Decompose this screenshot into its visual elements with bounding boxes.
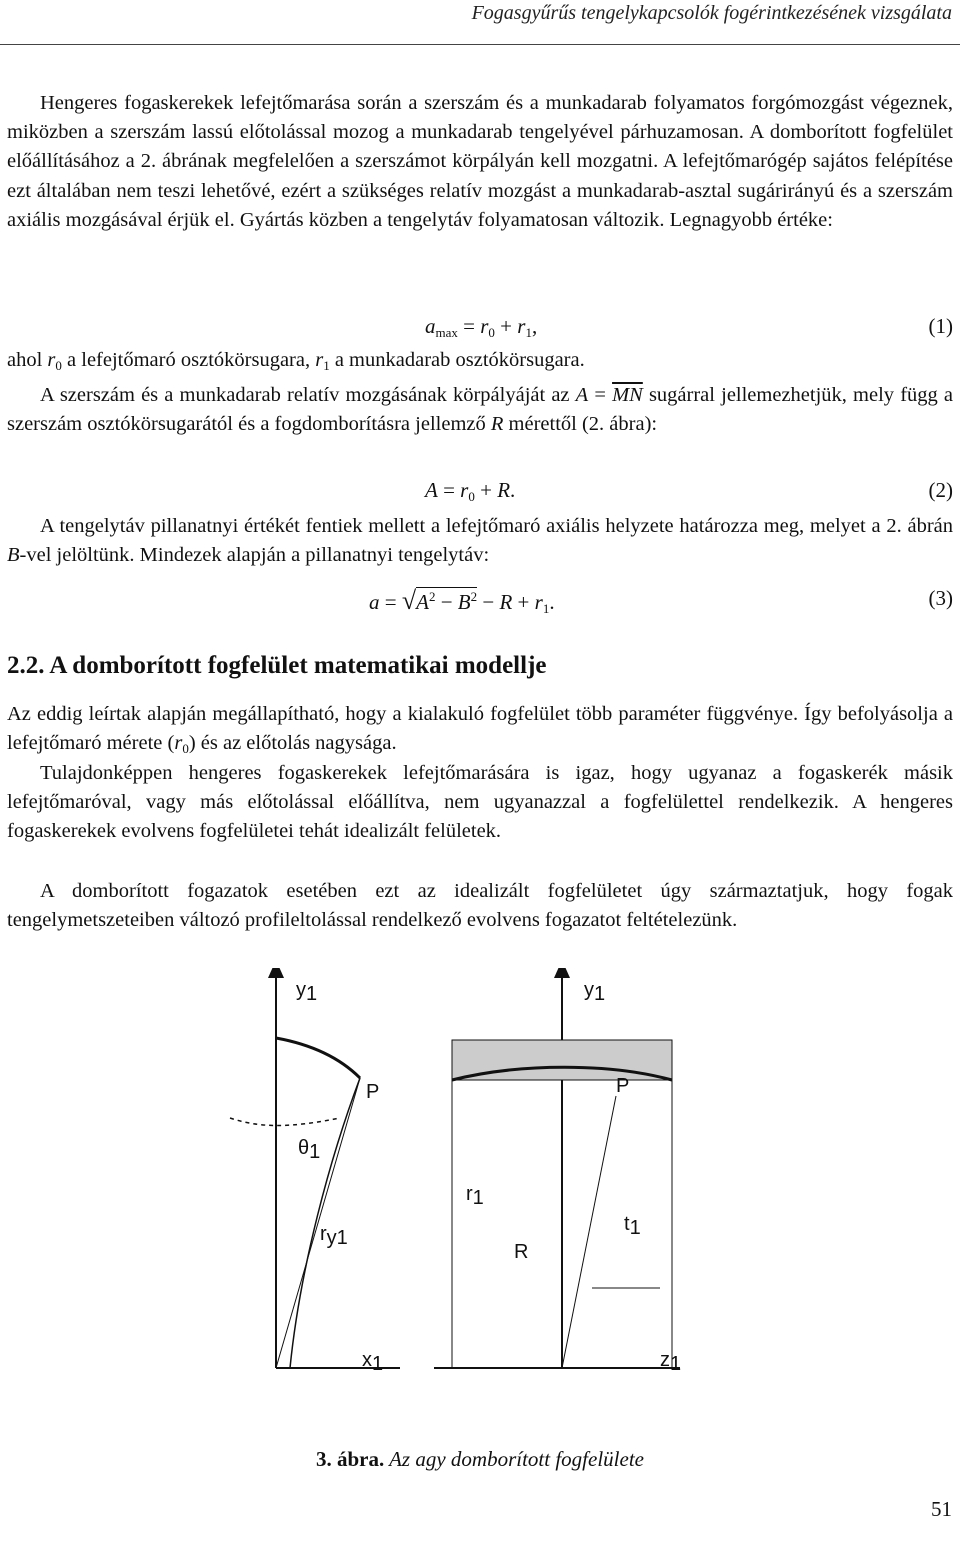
paragraph-4: A tengelytáv pillanatnyi értékét fentiek mellett a lefejtőmaró axiális helyzete határozza meg, melyet a 2. ábrán B-vel jelöltünk. Mindezek alapján a pillanatnyi tengelytáv: xyxy=(7,515,953,567)
figure-3 xyxy=(220,968,700,1408)
right-t-label: t1 xyxy=(624,1213,641,1239)
paragraph-6: Tulajdonképpen hengeres fogaskerekek lefejtőmarására is igaz, hogy ugyanaz a fogaskerék másik lefejtőmaróval, vagy más előtolással előállítva, nem ugyanazzal a fogfelülettel rendelkezik. A hengeres fogaskerekek evolvens fogfelületei tehát idealizált felületek. xyxy=(7,762,953,843)
right-y-label: y1 xyxy=(584,979,606,1005)
figure-left-diagram xyxy=(230,968,400,1375)
right-p-label: P xyxy=(616,1075,630,1097)
page-number: 51 xyxy=(931,1497,952,1521)
running-title: Fogasgyűrűs tengelykapcsolók fogérintkezésének vizsgálata xyxy=(471,2,952,24)
left-x-label: x1 xyxy=(362,1349,384,1375)
equation-3 xyxy=(7,586,953,618)
right-r-label: R xyxy=(514,1241,529,1263)
paragraph-5: Az eddig leírtak alapján megállapítható, hogy a kialakuló fogfelület több paraméter függvénye. Így befolyásolja a lefejtőmaró mérete $(r_0)$ és az előtolás nagysága. xyxy=(7,703,953,757)
section-heading: 2.2. A domborított fogfelület matematikai modellje xyxy=(7,652,547,679)
equation-2-number: (2) xyxy=(928,478,953,502)
left-theta-label: θ1 xyxy=(298,1137,321,1163)
equation-2-body: $A = r_0 + R$. xyxy=(425,478,516,504)
paragraph-7: A domborított fogazatok esetében ezt az idealizált fogfelületet úgy származtatjuk, hogy fogak tengelymetszeteiben változó profileltolással rendelkező evolvens fogazatot feltételezünk. xyxy=(7,880,953,932)
right-z-label: z1 xyxy=(660,1349,682,1375)
figure-caption: 3. ábra. Az agy domborított fogfelülete xyxy=(315,1447,644,1471)
equation-1-number: (1) xyxy=(928,314,953,338)
left-y-label: y1 xyxy=(296,979,318,1005)
paragraph-2: ahol $r_0$ a lefejtőmaró osztókörsugara, $r_1$ a munkadarab osztókörsugara. xyxy=(7,349,585,373)
equation-1 xyxy=(7,314,953,346)
figure-right-diagram xyxy=(434,968,681,1375)
paragraph-1: Hengeres fogaskerekek lefejtőmarása során a szerszám és a munkadarab folyamatos forgómozgást végeznek, miközben a szerszám lassú előtolással mozog a munkadarab tengelyével párhuzamosan. A domborított fogfelület előállításához a 2. ábrának megfelelően a szerszámot körpályán kell mozgatni. A lefejtőmarógép sajátos felépítése ezt általában nem teszi lehetővé, ezért a szükséges relatív mozgást a munkadarab-asztal sugárirányú és a szerszám axiális mozgásával érjük el. Gyártás közben a tengelytáv folyamatosan változik. Legnagyobb értéke: xyxy=(7,92,953,231)
right-r1-label: r1 xyxy=(466,1183,484,1209)
paragraph-3: A szerszám és a munkadarab relatív mozgásának körpályáját az $A = \overline{MN}$ sugárral jellemezhetjük, mely függ a szerszám osztókörsugarától és a fogdomborításra jellemző R mérettől (2. ábra): xyxy=(7,384,954,436)
equation-1-body: $a_{max} = r_0 + r_1$, xyxy=(425,314,538,340)
left-p-label: P xyxy=(366,1081,380,1103)
equation-3-body: $a = √A^2 - B^2 - R + r_1$. xyxy=(369,586,555,616)
page-header xyxy=(0,0,960,45)
equation-2 xyxy=(7,478,953,510)
equation-3-number: (3) xyxy=(928,586,953,610)
left-r-label: ry1 xyxy=(320,1223,348,1249)
